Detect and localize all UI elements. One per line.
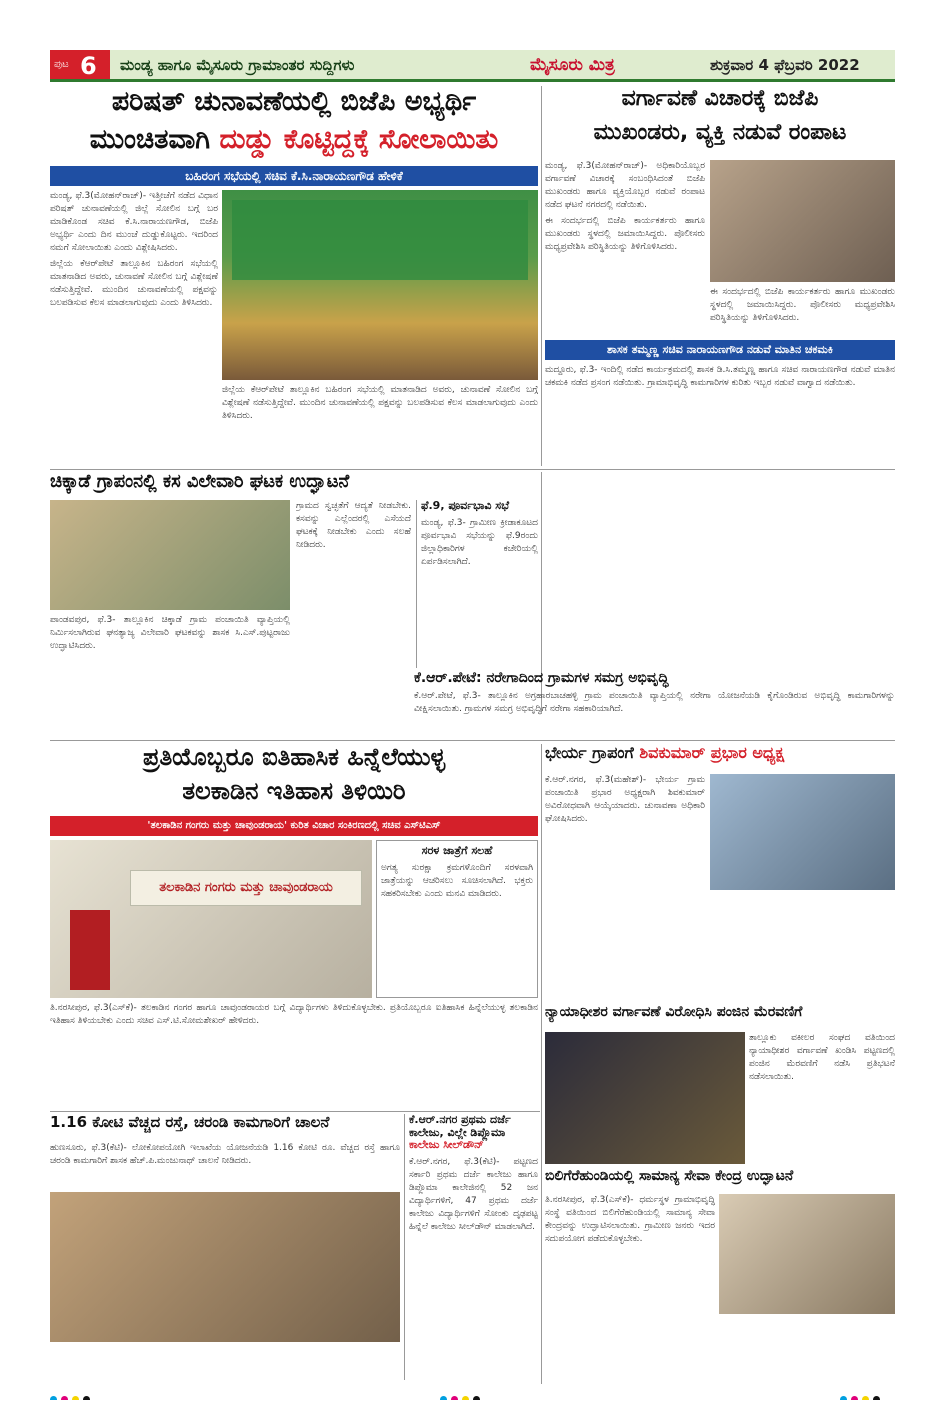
- story2-photo: [710, 160, 895, 282]
- story3-body: [545, 364, 895, 466]
- story8-headline-line2: ಕಾಲೇಜು, ವಿಲ್ಲೇ ಡಿಪ್ಲೊಮಾ: [409, 1125, 506, 1139]
- story1-subhead-text: ಬಹಿರಂಗ ಸಭೆಯಲ್ಲಿ ಸಚಿವ ಕೆ.ಸಿ.ನಾರಾಯಣಗೌಡ ಹೇಳಿಕೆ: [185, 169, 403, 183]
- story2-paragraph: ಈ ಸಂದರ್ಭದಲ್ಲಿ ಬಿಜೆಪಿ ಕಾರ್ಯಕರ್ತರು ಹಾಗೂ ಮುಖಂಡರು ಸ್ಥಳದಲ್ಲಿ ಜಮಾಯಿಸಿದ್ದರು. ಪೊಲೀಸರು ಮಧ್ಯಪ್ರವೇಶಿಸಿ ಪರಿಸ್ಥಿತಿಯನ್ನು ತಿಳಿಗೊಳಿಸಿದರು.: [545, 216, 705, 252]
- story4-side-body: ಮಂಡ್ಯ, ಫೆ.3- ಗ್ರಾಮೀಣ ಕ್ರೀಡಾಕೂಟದ ಪೂರ್ವಭಾವಿ ಸಭೆಯನ್ನು ಫೆ.9ರಂದು ಜಿಲ್ಲಾಧಿಕಾರಿಗಳ ಕಚೇರಿಯಲ್ಲಿ ಏರ್ಪಡಿಸಲಾಗಿದೆ.: [421, 517, 538, 567]
- story1-paragraph: ಜಿಲ್ಲೆಯ ಕೆಆರ್‌ಪೇಟೆ ತಾಲ್ಲೂಕಿನ ಬಹಿರಂಗ ಸಭೆಯಲ್ಲಿ ಮಾತನಾಡಿದ ಅವರು, ಚುನಾವಣೆ ಸೋಲಿನ ಬಗ್ಗೆ ವಿಶ್ಲೇಷಣೆ ನಡೆಸುತ್ತಿದ್ದೇವೆ. ಮುಂದಿನ ಚುನಾವಣೆಯಲ್ಲಿ ಪಕ್ಷವನ್ನು ಬಲಪಡಿಸುವ ಕೆಲಸ ಮಾಡಲಾಗುವುದು ಎಂದು ತಿಳಿಸಿದರು.: [50, 259, 218, 308]
- section-title: ಮಂಡ್ಯ ಹಾಗೂ ಮೈಸೂರು ಗ್ರಾಮಾಂತರ ಸುದ್ದಿಗಳು: [120, 56, 355, 74]
- story-nrega: [414, 670, 895, 736]
- story4-photo: [50, 500, 290, 610]
- print-registration-dots-right: [840, 1388, 900, 1400]
- story11-paragraph: ತಿ.ನರಸೀಪುರ, ಫೆ.3(ಎಸ್‌ಕೆ)- ಧರ್ಮಸ್ಥಳ ಗ್ರಾಮಾಭಿವೃದ್ಧಿ ಸಂಸ್ಥೆ ವತಿಯಿಂದ ಬಿಲಿಗೆರೆಹುಂಡಿಯಲ್ಲಿ ಸಾಮಾನ್ಯ ಸೇವಾ ಕೇಂದ್ರವನ್ನು ಉದ್ಘಾಟಿಸಲಾಯಿತು. ಗ್ರಾಮೀಣ ಜನರು ಇದರ ಸದುಪಯೋಗ ಪಡೆದುಕೊಳ್ಳಬೇಕು.: [545, 1195, 715, 1244]
- magenta-dot: [851, 1396, 858, 1400]
- row-divider: [50, 740, 895, 741]
- story6-subhead: [50, 816, 538, 836]
- story1-paragraph: ಮಂಡ್ಯ, ಫೆ.3(ಮೋಹನ್‌ರಾಜ್)- ಇತ್ತೀಚೆಗೆ ನಡೆದ ವಿಧಾನ ಪರಿಷತ್ ಚುನಾವಣೆಯಲ್ಲಿ ಜಿಲ್ಲೆ ಸೋಲಿನ ಬಗ್ಗೆ ಬರ ಮಾಡಿಕೊಂಡ ಸಚಿವ ಕೆ.ಸಿ.ನಾರಾಯಣಗೌಡ, ಬಿಜೆಪಿ ಅಭ್ಯರ್ಥಿ ಎಂದು ದಿನ ಮುಂಚೆ ದುಡ್ಡುಕೊಟ್ಟರು. ಇದರಿಂದ ನಮಗೆ ಸೋಲಾಯಿತು ಎಂದು ವಿಶ್ಲೇಷಿಸಿದರು.: [50, 191, 218, 253]
- story8-body: ಕೆ.ಆರ್.ನಗರ, ಫೆ.3(ಕೆಟಿ)- ಪಟ್ಟಣದ ಸರ್ಕಾರಿ ಪ್ರಥಮ ದರ್ಜೆ ಕಾಲೇಜು ಹಾಗೂ ಡಿಪ್ಲೊಮಾ ಕಾಲೇಜಿನಲ್ಲಿ 52 ಜನ ವಿದ್ಯಾರ್ಥಿಗಳಿಗೆ, 47 ಪ್ರಥಮ ದರ್ಜೆ ಕಾಲೇಜು ವಿದ್ಯಾರ್ಥಿಗಳಿಗೆ ಸೋಂಕು ದೃಢಪಟ್ಟ ಹಿನ್ನೆಲೆ ಕಾಲೇಜು ಸೀಲ್‌ಡೌನ್ ಮಾಡಲಾಗಿದೆ.: [409, 1156, 538, 1232]
- story4-sidebar: [416, 500, 538, 668]
- stage-banner-text: ತಲಕಾಡಿನ ಗಂಗರು ಮತ್ತು ಚಾವುಂಡರಾಯ: [159, 880, 333, 895]
- story-bherya-gp: [545, 744, 895, 1000]
- yellow-dot: [72, 1396, 79, 1400]
- story1-subhead: [50, 166, 538, 186]
- story4-body-a: [50, 614, 290, 668]
- yellow-dot: [862, 1396, 869, 1400]
- story-bjp-candidate: [50, 86, 538, 466]
- story-talakadu-history: [50, 744, 538, 1108]
- story11-body: [545, 1194, 715, 1380]
- story3-paragraph: ಮದ್ದೂರು, ಫೆ.3- ಇಂದಿಲ್ಲಿ ನಡೆದ ಕಾರ್ಯಕ್ರಮದಲ್ಲಿ ಶಾಸಕ ಡಿ.ಸಿ.ತಮ್ಮಣ್ಣ ಹಾಗೂ ಸಚಿವ ನಾರಾಯಣಗೌಡ ನಡುವೆ ಮಾತಿನ ಚಕಮಕಿ ನಡೆದ ಪ್ರಸಂಗ ನಡೆಯಿತು. ಗ್ರಾಮಾಭಿವೃದ್ಧಿ ಕಾಮಗಾರಿಗಳ ಕುರಿತು ಇಬ್ಬರ ನಡುವೆ ವಾಗ್ವಾದ ನಡೆಯಿತು.: [545, 365, 895, 388]
- story2-paragraph: ಮಂಡ್ಯ, ಫೆ.3(ಮೋಹನ್‌ರಾಜ್)- ಅಧಿಕಾರಿಯೊಬ್ಬರ ವರ್ಗಾವಣೆ ವಿಚಾರಕ್ಕೆ ಸಂಬಂಧಿಸಿದಂತೆ ಬಿಜೆಪಿ ಮುಖಂಡರು ಹಾಗೂ ವ್ಯಕ್ತಿಯೊಬ್ಬರ ನಡುವೆ ರಂಪಾಟ ನಡೆದ ಘಟನೆ ನಗರದಲ್ಲಿ ನಡೆಯಿತು.: [545, 161, 705, 210]
- issue-date: ಶುಕ್ರವಾರ 4 ಫೆಬ್ರವರಿ 2022: [710, 56, 860, 74]
- cyan-dot: [50, 1396, 57, 1400]
- story8-headline-line3: ಕಾಲೇಜು ಸೀಲ್‌ಡೌನ್: [409, 1138, 484, 1152]
- story10-photo: [545, 1032, 745, 1164]
- story10-headline: ನ್ಯಾಯಾಧೀಶರ ವರ್ಗಾವಣೆ ವಿರೋಧಿಸಿ ಪಂಜಿನ ಮೆರವಣಿಗೆ: [545, 1004, 803, 1020]
- story9-headline-part-b: ಶಿವಕುಮಾರ್ ಪ್ರಭಾರ ಅಧ್ಯಕ್ಷ: [639, 744, 785, 762]
- black-dot: [873, 1396, 880, 1400]
- cyan-dot: [840, 1396, 847, 1400]
- page-header: [50, 50, 895, 82]
- story1-body-right: [222, 384, 538, 466]
- story-road-works: [50, 1114, 400, 1380]
- page-number-badge: [50, 50, 110, 82]
- story10-paragraph: ತಾಲ್ಲೂಕು ವಕೀಲರ ಸಂಘದ ವತಿಯಿಂದ ನ್ಯಾಯಾಧೀಶರ ವರ್ಗಾವಣೆ ಖಂಡಿಸಿ ಪಟ್ಟಣದಲ್ಲಿ ಪಂಜಿನ ಮೆರವಣಿಗೆ ನಡೆಸಿ ಪ್ರತಿಭಟನೆ ನಡೆಸಲಾಯಿತು.: [749, 1033, 895, 1082]
- story7-paragraph: ಹುಣಸೂರು, ಫೆ.3(ಕೆಟಿ)- ಲೋಕೋಪಯೋಗಿ ಇಲಾಖೆಯ ಯೋಜನೆಯಡಿ 1.16 ಕೋಟಿ ರೂ. ವೆಚ್ಚದ ರಸ್ತೆ ಹಾಗೂ ಚರಂಡಿ ಕಾಮಗಾರಿಗೆ ಶಾಸಕ ಹೆಚ್.ಪಿ.ಮಂಜುನಾಥ್ ಚಾಲನೆ ನೀಡಿದರು.: [50, 1143, 400, 1166]
- story9-headline: [545, 744, 895, 770]
- story4-side-headline: ಫೆ.9, ಪೂರ್ವಭಾವಿ ಸಭೆ: [421, 500, 510, 512]
- column-divider: [541, 86, 542, 466]
- stage-backdrop: [232, 200, 528, 280]
- story5-body: [414, 690, 895, 736]
- story11-headline: ಬಿಲಿಗೆರೆಹುಂಡಿಯಲ್ಲಿ ಸಾಮಾನ್ಯ ಸೇವಾ ಕೇಂದ್ರ ಉದ್ಘಾಟನೆ: [545, 1168, 794, 1184]
- black-dot: [473, 1396, 480, 1400]
- story9-paragraph: ಕೆ.ಆರ್.ನಗರ, ಫೆ.3(ಮಹೇಶ್)- ಭೇರ್ಯ ಗ್ರಾಮ ಪಂಚಾಯಿತಿ ಪ್ರಭಾರ ಅಧ್ಯಕ್ಷರಾಗಿ ಶಿವಕುಮಾರ್ ಅವಿರೋಧವಾಗಿ ಆಯ್ಕೆಯಾದರು. ಚುನಾವಣಾ ಅಧಿಕಾರಿ ಘೋಷಿಸಿದರು.: [545, 775, 705, 824]
- story4-paragraph: ಪಾಂಡವಪುರ, ಫೆ.3- ತಾಲ್ಲೂಕಿನ ಚಿಕ್ಕಾಡೆ ಗ್ರಾಮ ಪಂಚಾಯಿತಿ ವ್ಯಾಪ್ತಿಯಲ್ಲಿ ನಿರ್ಮಿಸಲಾಗಿರುವ ಘನತ್ಯಾಜ್ಯ ವಿಲೇವಾರಿ ಘಟಕವನ್ನು ಶಾಸಕ ಸಿ.ಎಸ್.ಪುಟ್ಟರಾಜು ಉದ್ಘಾಟಿಸಿದರು.: [50, 615, 290, 651]
- story6-box-title: ಸರಳ ಜಾತ್ರೆಗೆ ಸಲಹೆ: [421, 844, 493, 857]
- print-registration-dots-left: [50, 1388, 170, 1400]
- row-divider: [50, 469, 895, 470]
- story1-headline-part-a: ಮುಂಚಿತವಾಗಿ: [89, 124, 220, 155]
- story9-headline-part-a: ಭೇರ್ಯ ಗ್ರಾಪಂಗೆ: [545, 744, 640, 762]
- story6-body: [50, 1002, 538, 1108]
- story5-headline: ಕೆ.ಆರ್.ಪೇಟೆ: ನರೇಗಾದಿಂದ ಗ್ರಾಮಗಳ ಸಮಗ್ರ ಅಭಿವೃದ್ಧಿ: [414, 670, 669, 686]
- story-college-sealdown: [404, 1114, 538, 1380]
- story4-headline: ಚಿಕ್ಕಾಡೆ ಗ್ರಾಪಂನಲ್ಲಿ ಕಸ ವಿಲೇವಾರಿ ಘಟಕ ಉದ್ಘಾಟನೆ: [50, 472, 350, 492]
- story6-subhead-text: 'ತಲಕಾಡಿನ ಗಂಗರು ಮತ್ತು ಚಾವುಂಡರಾಯ' ಕುರಿತ ವಿಚಾರ ಸಂಕಿರಣದಲ್ಲಿ ಸಚಿವ ಎಸ್‌ಟಿಎಸ್: [147, 820, 441, 831]
- column-divider: [541, 744, 542, 1384]
- story-waste-unit: [50, 472, 538, 668]
- masthead: ಮೈಸೂರು ಮಿತ್ರ: [530, 55, 615, 75]
- story1-body-left: [50, 190, 218, 466]
- story1-headline-line1: ಪರಿಷತ್ ಚುನಾವಣೆಯಲ್ಲಿ ಬಿಜೆಪಿ ಅಭ್ಯರ್ಥಿ: [111, 86, 477, 117]
- story1-photo: [222, 190, 538, 380]
- story-transfer-quarrel: [545, 86, 895, 336]
- row-divider: [50, 1111, 540, 1112]
- cyan-dot: [440, 1396, 447, 1400]
- page-label: ಪುಟ: [54, 59, 69, 70]
- story2-headline-line2: ಮುಖಂಡರು, ವ್ಯಕ್ತಿ ನಡುವೆ ರಂಪಾಟ: [593, 120, 847, 145]
- story2-body-right: [710, 286, 895, 336]
- story6-box: [376, 840, 538, 998]
- story11-photo: [719, 1194, 895, 1314]
- magenta-dot: [61, 1396, 68, 1400]
- story2-paragraph: ಈ ಸಂದರ್ಭದಲ್ಲಿ ಬಿಜೆಪಿ ಕಾರ್ಯಕರ್ತರು ಹಾಗೂ ಮುಖಂಡರು ಸ್ಥಳದಲ್ಲಿ ಜಮಾಯಿಸಿದ್ದರು. ಪೊಲೀಸರು ಮಧ್ಯಪ್ರವೇಶಿಸಿ ಪರಿಸ್ಥಿತಿಯನ್ನು ತಿಳಿಗೊಳಿಸಿದರು.: [710, 287, 895, 323]
- story6-photo: [50, 840, 372, 998]
- story5-paragraph: ಕೆ.ಆರ್.ಪೇಟೆ, ಫೆ.3- ತಾಲ್ಲೂಕಿನ ಅಗ್ರಹಾರಬಾಚಹಳ್ಳಿ ಗ್ರಾಮ ಪಂಚಾಯಿತಿ ವ್ಯಾಪ್ತಿಯಲ್ಲಿ ನರೇಗಾ ಯೋಜನೆಯಡಿ ಕೈಗೊಂಡಿರುವ ಅಭಿವೃದ್ಧಿ ಕಾಮಗಾರಿಗಳನ್ನು ವೀಕ್ಷಿಸಲಾಯಿತು. ಗ್ರಾಮಗಳ ಸಮಗ್ರ ಅಭಿವೃದ್ಧಿಗೆ ನರೇಗಾ ಸಹಕಾರಿಯಾಗಿದೆ.: [414, 691, 895, 714]
- story10-body: [749, 1032, 895, 1164]
- story9-body: [545, 774, 705, 1000]
- story6-headline-line1: ಪ್ರತಿಯೊಬ್ಬರೂ ಐತಿಹಾಸಿಕ ಹಿನ್ನೆಲೆಯುಳ್ಳ: [143, 744, 445, 771]
- story6-headline-line2: ತಲಕಾಡಿನ ಇತಿಹಾಸ ತಿಳಿಯಿರಿ: [182, 778, 406, 805]
- magenta-dot: [451, 1396, 458, 1400]
- story2-headline-line1: ವರ್ಗಾವಣೆ ವಿಚಾರಕ್ಕೆ ಬಿಜೆಪಿ: [621, 86, 819, 111]
- story7-body: [50, 1142, 400, 1188]
- black-dot: [83, 1396, 90, 1400]
- yellow-dot: [462, 1396, 469, 1400]
- story-mla-minister-argument: [545, 340, 895, 466]
- story7-headline: 1.16 ಕೋಟಿ ವೆಚ್ಚದ ರಸ್ತೆ, ಚರಂಡಿ ಕಾಮಗಾರಿಗೆ ಚಾಲನೆ: [50, 1114, 330, 1131]
- story3-headline: ಶಾಸಕ ತಮ್ಮಣ್ಣ ಸಚಿವ ನಾರಾಯಣಗೌಡ ನಡುವೆ ಮಾತಿನ ಚಕಮಕಿ: [607, 343, 833, 356]
- stage-banner: [130, 870, 362, 906]
- print-registration-dots-center: [440, 1388, 560, 1400]
- story6-paragraph: ತಿ.ನರಸೀಪುರ, ಫೆ.3(ಎಸ್‌ಕೆ)- ತಲಕಾಡಿನ ಗಂಗರ ಹಾಗೂ ಚಾವುಂಡರಾಯರ ಬಗ್ಗೆ ವಿದ್ಯಾರ್ಥಿಗಳು ತಿಳಿದುಕೊಳ್ಳಬೇಕು. ಪ್ರತಿಯೊಬ್ಬರೂ ಐತಿಹಾಸಿಕ ಹಿನ್ನೆಲೆಯುಳ್ಳ ತಲಕಾಡಿನ ಇತಿಹಾಸ ತಿಳಿಯಬೇಕು ಎಂದು ಸಚಿವ ಎಸ್.ಟಿ.ಸೋಮಶೇಖರ್ ಹೇಳಿದರು.: [50, 1003, 538, 1026]
- story1-headline-line2: [50, 124, 538, 162]
- story3-headline-bar: [545, 340, 895, 360]
- story1-headline-part-b: ದುಡ್ಡು ಕೊಟ್ಟಿದ್ದಕ್ಕೆ ಸೋಲಾಯಿತು: [219, 124, 499, 155]
- story2-body: [545, 160, 705, 336]
- story6-box-body: ಅಗತ್ಯ ಸುರಕ್ಷಾ ಕ್ರಮಗಳೊಂದಿಗೆ ಸರಳವಾಗಿ ಜಾತ್ರೆಯನ್ನು ಆಚರಿಸಲು ಸೂಚಿಸಲಾಗಿದೆ. ಭಕ್ತರು ಸಹಕರಿಸಬೇಕು ಎಂದು ಮನವಿ ಮಾಡಿದರು.: [381, 862, 533, 899]
- story4-paragraph: ಗ್ರಾಮದ ಸ್ವಚ್ಛತೆಗೆ ಆದ್ಯತೆ ನೀಡಬೇಕು. ಕಸವನ್ನು ಎಲ್ಲೆಂದರಲ್ಲಿ ಎಸೆಯದೆ ಘಟಕಕ್ಕೆ ನೀಡಬೇಕು ಎಂದು ಸಲಹೆ ನೀಡಿದರು.: [296, 501, 411, 550]
- story8-headline-line1: ಕೆ.ಆರ್.ನಗರ ಪ್ರಥಮ ದರ್ಜೆ: [409, 1114, 511, 1126]
- story-torch-rally: [545, 1004, 895, 1164]
- story9-photo: [710, 774, 895, 890]
- page-number: 6: [80, 52, 97, 80]
- story4-body-b: [296, 500, 411, 668]
- podium: [70, 910, 110, 990]
- story-service-centre: [545, 1168, 895, 1380]
- story1-paragraph: ಜಿಲ್ಲೆಯ ಕೆಆರ್‌ಪೇಟೆ ತಾಲ್ಲೂಕಿನ ಬಹಿರಂಗ ಸಭೆಯಲ್ಲಿ ಮಾತನಾಡಿದ ಅವರು, ಚುನಾವಣೆ ಸೋಲಿನ ಬಗ್ಗೆ ವಿಶ್ಲೇಷಣೆ ನಡೆಸುತ್ತಿದ್ದೇವೆ. ಮುಂದಿನ ಚುನಾವಣೆಯಲ್ಲಿ ಪಕ್ಷವನ್ನು ಬಲಪಡಿಸುವ ಕೆಲಸ ಮಾಡಲಾಗುವುದು ಎಂದು ತಿಳಿಸಿದರು.: [222, 385, 538, 421]
- story7-photo: [50, 1192, 400, 1342]
